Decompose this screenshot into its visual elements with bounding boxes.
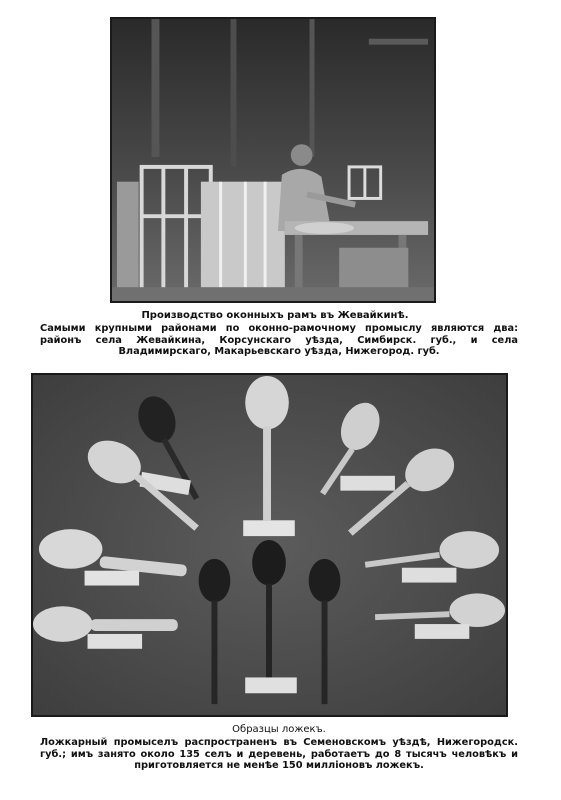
photo-1-caption-title: Производство оконныхъ рамъ въ Жевайкинѣ. <box>141 310 409 321</box>
photo-1-caption-text: Самыми крупными районами по оконно-рамочному промыслу являются два: районъ села Жевайкина, Корсунскаго уѣзда, Симбирск. губ., и села Владимирскаго, Макарьевскаго уѣзда, Нижегород. губ. <box>40 323 518 357</box>
window-frame-workshop-photo <box>110 17 436 303</box>
photo-2-caption-text: Ложкарный промыселъ распространенъ въ Семеновскомъ уѣздѣ, Нижегородск. губ.; имъ занято около 135 селъ и деревень, работаетъ до 8 тысячъ человѣкъ и приготовляется не менѣе 150 милліоновъ ложекъ. <box>40 737 518 771</box>
photo-2-caption-title: Образцы ложекъ. <box>232 724 326 735</box>
spoon-samples-photo <box>31 373 508 717</box>
